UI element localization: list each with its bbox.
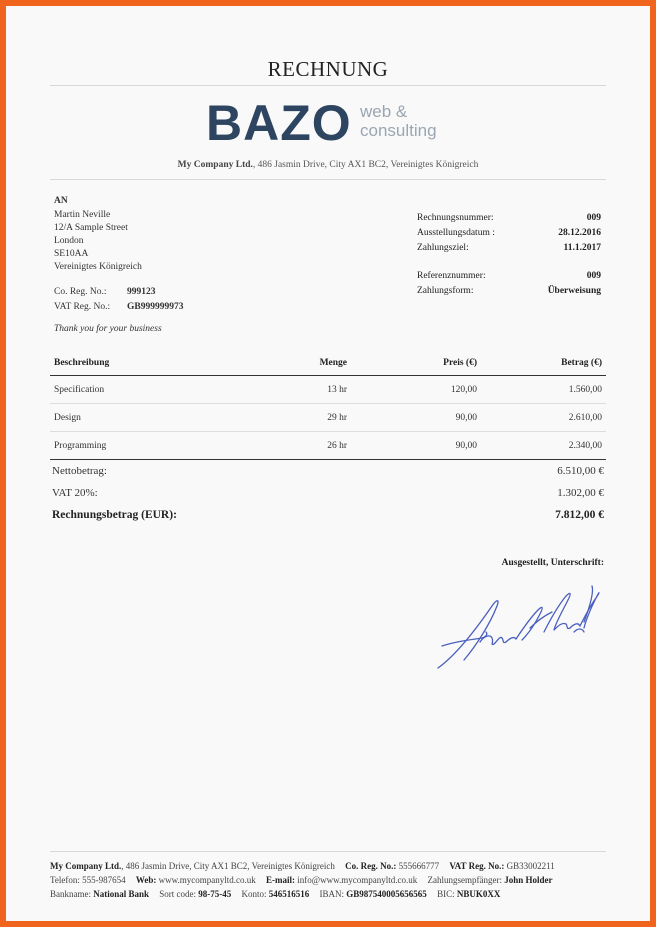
footer-account: 546516516 bbox=[268, 889, 310, 899]
invoice-number-value: 009 bbox=[586, 213, 601, 223]
recipient-heading: AN bbox=[54, 196, 68, 206]
row-quantity: 26 hr bbox=[263, 432, 351, 460]
row-price: 90,00 bbox=[351, 432, 481, 460]
footer-email-label: E-mail: bbox=[266, 875, 296, 885]
co-reg-row bbox=[54, 286, 183, 301]
footer-phone: 555-987654 bbox=[82, 875, 126, 885]
table-header-row bbox=[50, 350, 606, 376]
company-address: , 486 Jasmin Drive, City AX1 BC2, Vereinigtes Königreich bbox=[252, 160, 479, 170]
signature-label: Ausgestellt, Unterschrift: bbox=[501, 558, 604, 568]
net-value: 6.510,00 € bbox=[557, 465, 604, 477]
footer-co-reg-label: Co. Reg. No.: bbox=[345, 861, 397, 871]
footer-bic-label: BIC: bbox=[437, 889, 455, 899]
meta-payment-method bbox=[417, 284, 601, 299]
footer-line-1 bbox=[50, 859, 610, 873]
footer-phone-label: Telefon: bbox=[50, 875, 80, 885]
footer-divider bbox=[50, 851, 606, 852]
issue-date-value: 28.12.2016 bbox=[558, 228, 601, 238]
table-row bbox=[50, 432, 606, 460]
footer-iban: GB987540005656565 bbox=[346, 889, 427, 899]
meta-reference bbox=[417, 269, 601, 284]
footer-bank-label: Bankname: bbox=[50, 889, 91, 899]
meta-issue-date bbox=[417, 226, 601, 241]
grand-label: Rechnungsbetrag (EUR): bbox=[52, 509, 177, 521]
grand-total-row bbox=[52, 504, 604, 526]
footer-vat-reg: GB33002211 bbox=[506, 861, 555, 871]
row-price: 90,00 bbox=[351, 404, 481, 432]
footer bbox=[50, 859, 610, 901]
table-row bbox=[50, 376, 606, 404]
issue-date-label: Ausstellungsdatum : bbox=[417, 228, 495, 238]
footer-payee: John Holder bbox=[504, 875, 553, 885]
row-price: 120,00 bbox=[351, 376, 481, 404]
row-description: Design bbox=[50, 404, 263, 432]
company-address-line bbox=[6, 160, 650, 170]
net-label: Nettobetrag: bbox=[52, 465, 107, 477]
net-total-row bbox=[52, 460, 604, 482]
recipient-address bbox=[54, 195, 142, 274]
footer-web[interactable]: www.mycompanyltd.co.uk bbox=[158, 875, 256, 885]
footer-payee-label: Zahlungsempfänger: bbox=[427, 875, 502, 885]
footer-bic: NBUK0XX bbox=[456, 889, 501, 899]
reference-value: 009 bbox=[586, 271, 601, 281]
payment-method-value: Überweisung bbox=[547, 286, 601, 296]
row-description: Specification bbox=[50, 376, 263, 404]
vat-row bbox=[52, 482, 604, 504]
meta-invoice-number bbox=[417, 211, 601, 226]
row-quantity: 29 hr bbox=[263, 404, 351, 432]
due-date-label: Zahlungsziel: bbox=[417, 243, 469, 253]
handwritten-signature bbox=[434, 576, 604, 686]
recipient-name: Martin Neville bbox=[54, 210, 111, 220]
col-amount: Betrag (€) bbox=[481, 350, 606, 376]
recipient-street: 12/A Sample Street bbox=[54, 223, 128, 233]
footer-co-reg: 555666777 bbox=[398, 861, 440, 871]
row-amount: 2.340,00 bbox=[481, 432, 606, 460]
vat-value: 1.302,00 € bbox=[557, 487, 604, 499]
invoice-page bbox=[6, 6, 650, 921]
vat-reg-label: VAT Reg. No.: bbox=[54, 302, 111, 312]
company-name: My Company Ltd. bbox=[177, 160, 253, 170]
meta-gap bbox=[417, 256, 601, 269]
recipient-postcode: SE10AA bbox=[54, 249, 89, 259]
co-reg-label: Co. Reg. No.: bbox=[54, 287, 107, 297]
row-description: Programming bbox=[50, 432, 263, 460]
row-amount: 1.560,00 bbox=[481, 376, 606, 404]
footer-iban-label: IBAN: bbox=[319, 889, 345, 899]
footer-account-label: Konto: bbox=[241, 889, 267, 899]
logo-brand: BAZO bbox=[206, 95, 352, 151]
footer-company-address: , 486 Jasmin Drive, City AX1 BC2, Vereinigtes Königreich bbox=[121, 861, 335, 871]
footer-vat-reg-label: VAT Reg. No.: bbox=[449, 861, 505, 871]
footer-sort-label: Sort code: bbox=[159, 889, 197, 899]
footer-bank: National Bank bbox=[93, 889, 150, 899]
footer-line-2 bbox=[50, 873, 610, 887]
footer-web-label: Web: bbox=[135, 875, 157, 885]
invoice-meta bbox=[417, 211, 601, 299]
col-price: Preis (€) bbox=[351, 350, 481, 376]
thanks-note: Thank you for your business bbox=[54, 324, 162, 334]
document-title: RECHNUNG bbox=[267, 57, 389, 81]
invoice-number-label: Rechnungsnummer: bbox=[417, 213, 494, 223]
col-quantity: Menge bbox=[263, 350, 351, 376]
recipient-country: Vereinigtes Königreich bbox=[54, 262, 142, 272]
title-divider bbox=[50, 85, 606, 86]
row-quantity: 13 hr bbox=[263, 376, 351, 404]
header-divider bbox=[50, 179, 606, 180]
recipient-city: London bbox=[54, 236, 84, 246]
footer-sort: 98-75-45 bbox=[198, 889, 232, 899]
logo-tagline-1: web & bbox=[360, 102, 408, 121]
grand-value: 7.812,00 € bbox=[555, 509, 604, 521]
footer-company-name: My Company Ltd. bbox=[50, 861, 122, 871]
logo-tagline bbox=[360, 102, 470, 140]
col-description: Beschreibung bbox=[50, 350, 263, 376]
totals-block bbox=[52, 460, 604, 526]
recipient-registration bbox=[54, 286, 183, 316]
co-reg-value: 999123 bbox=[127, 287, 156, 297]
footer-line-3 bbox=[50, 887, 610, 901]
due-date-value: 11.1.2017 bbox=[563, 243, 601, 253]
reference-label: Referenznummer: bbox=[417, 271, 486, 281]
payment-method-label: Zahlungsform: bbox=[417, 286, 474, 296]
row-amount: 2.610,00 bbox=[481, 404, 606, 432]
vat-label: VAT 20%: bbox=[52, 487, 98, 499]
logo-tagline-2: consulting bbox=[360, 121, 437, 140]
meta-due-date bbox=[417, 241, 601, 256]
table-row bbox=[50, 404, 606, 432]
vat-reg-value: GB999999973 bbox=[127, 302, 184, 312]
line-items-table bbox=[50, 350, 606, 460]
vat-reg-row bbox=[54, 301, 183, 316]
footer-email[interactable]: info@www.mycompanyltd.co.uk bbox=[297, 875, 418, 885]
